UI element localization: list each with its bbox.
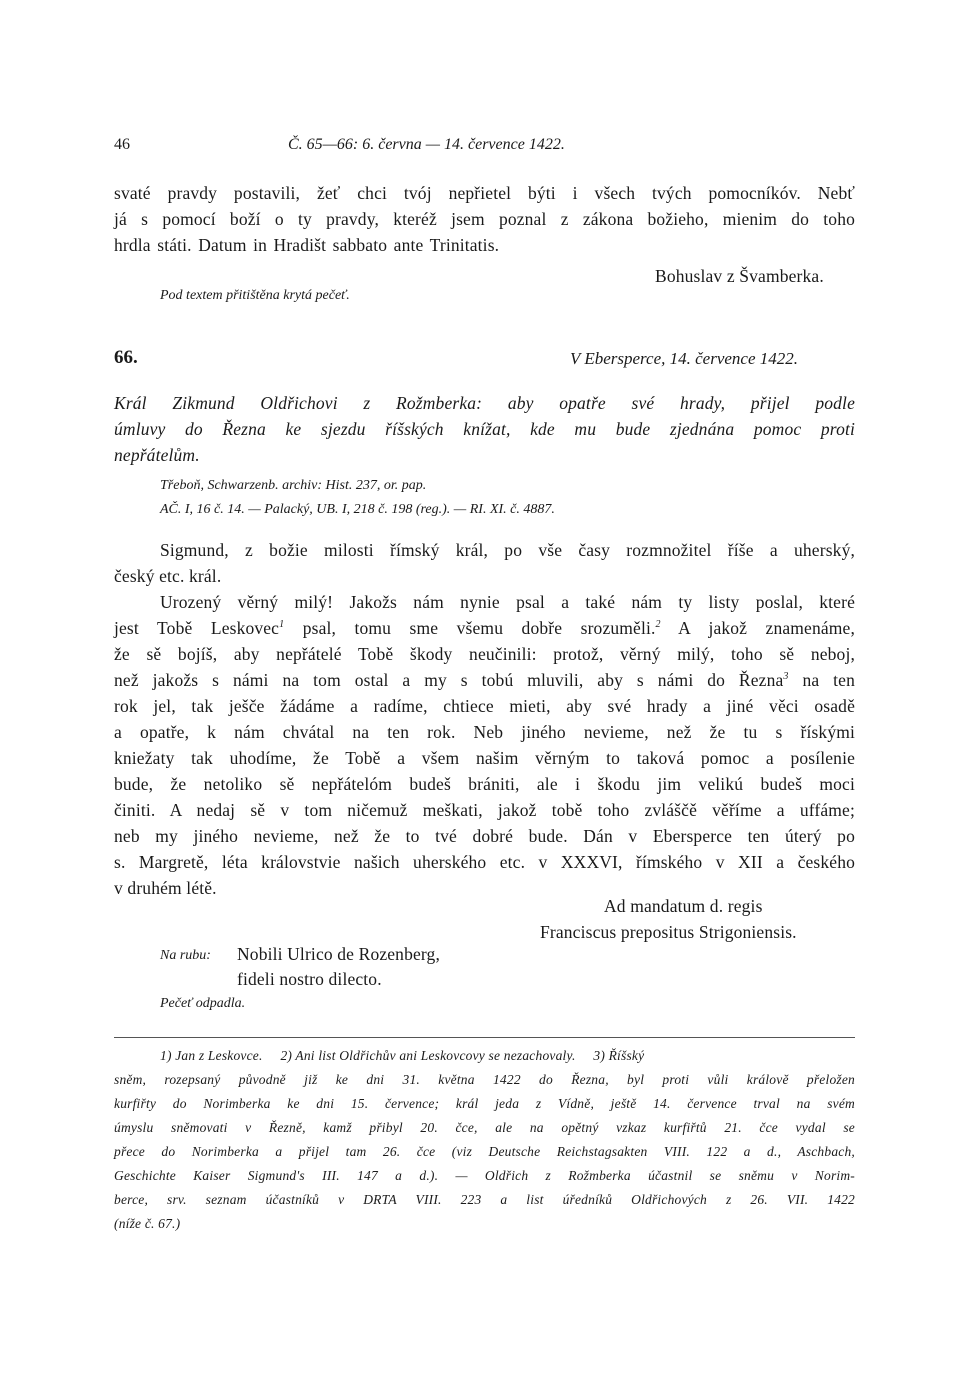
doc66-place-date: V Ebersperce, 14. července 1422. bbox=[570, 349, 798, 368]
footnote-line-7: berce, srv. seznam účastníků v DRTA VIII. 223 a list úředníků Oldřichových z 26. VII. 1422 bbox=[114, 1192, 855, 1207]
doc66-text-line-14: v druhém létě. bbox=[114, 878, 217, 898]
doc66-regest-line-1: Král Zikmund Oldřichovi z Rožmberka: aby opatře své hrady, přijel podle bbox=[114, 393, 855, 413]
doc66-number: 66. bbox=[114, 347, 138, 368]
doc66-regest-line-3: nepřátelům. bbox=[114, 445, 200, 465]
doc66-text-line-7: rok jel, tak ješče žádáme a radíme, chtiece mieti, aby své hrady a jiné věci osadě bbox=[114, 696, 855, 716]
doc65-signature: Bohuslav z Švamberka. bbox=[655, 266, 824, 286]
doc66-text-line-6b: na ten bbox=[788, 670, 855, 690]
footnote-line-8: (níže č. 67.) bbox=[114, 1216, 181, 1231]
footnote-ref-3: 3 bbox=[783, 671, 789, 683]
doc66-text-line-12: neb my jiného nevieme, než že to tvé dobré bude. Dán v Ebersperce ten úterý po bbox=[114, 826, 855, 846]
doc66-seal-note: Pečeť odpadla. bbox=[160, 996, 246, 1011]
running-title: Č. 65—66: 6. června — 14. července 1422. bbox=[288, 136, 565, 153]
footnote-line-5: přece do Norimberka a přijel tam 26. čce (viz Deutsche Reichstagsakten VIII. 122 a d., Aschbach, bbox=[114, 1144, 855, 1159]
doc66-regest-line-2: úmluvy do Řezna ke sjezdu říšských knížat, kde mu bude zjednána pomoc proti bbox=[114, 419, 855, 439]
footnote-line-2: sněm, rozepsaný původně již ke dni 31. května 1422 do Řezna, byl proti vůli královĕ přeložen bbox=[114, 1072, 855, 1087]
footnote-line-4: úmyslu sněmovati v Řezně, kamž přibyl 20. čce, ale na opětný vzkaz kurfiřtů 21. čce vydal se bbox=[114, 1120, 855, 1135]
doc66-text-line-10: bude, že netoliko sě nepřátelóm budeš brániti, ale i škodu jim velikú budeš moci bbox=[114, 774, 855, 794]
doc66-text-line-9: kniežaty tak uhodíme, že Tobě a všem našim věrným to taková pomoc a posílenie bbox=[114, 748, 855, 768]
doc66-text-line-5: že sě bojíš, aby nepřátelé Tobě škody neučinili: protož, věrný milý, toho sě neboj, bbox=[114, 644, 855, 664]
doc66-text-line-8: a opatře, k nám chvátal na ten rok. Neb jiného nevieme, než že tu s řískými bbox=[114, 722, 855, 742]
doc66-text-line-6 bbox=[114, 670, 855, 691]
doc66-closing-signatory: Franciscus prepositus Strigoniensis. bbox=[540, 922, 797, 942]
doc66-text-line-3: Urozený věrný milý! Jakožs nám nynie psal a také nám ty listy poslal, které bbox=[160, 592, 855, 612]
footnote-ref-1: 1 bbox=[279, 619, 285, 631]
doc65-line-2: já s pomocí boží o ty pravdy, kteréž jsem poznal z zákona božieho, mienim do toho bbox=[114, 209, 855, 229]
doc66-text-line-1: Sigmund, z božie milosti římský král, po vše časy rozmnožitel říše a uherský, bbox=[160, 540, 855, 560]
footnote-line-3: kurfiřty do Norimberka ke dni 15. července; král jeda z Vídně, ještě 14. července trval na svém bbox=[114, 1096, 855, 1111]
doc65-seal-note: Pod textem přitištěna krytá pečeť. bbox=[160, 288, 350, 303]
doc65-line-1: svaté pravdy postavili, žeť chci tvój nepřietel býti i všech tvých pomocníkóv. Nebť bbox=[114, 183, 855, 203]
doc66-verso-label: Na rubu: bbox=[160, 948, 211, 963]
doc66-text-line-11: činiti. A nedaj sě v tom ničemuž meškati, jakož tobě toho zvláščě věříme a uffáme; bbox=[114, 800, 855, 820]
doc66-closing-mandate: Ad mandatum d. regis bbox=[604, 896, 763, 916]
footnote-line-1: 1) Jan z Leskovce. 2) Ani list Oldřichův ani Leskovcovy se nezachovaly. 3) Říšský bbox=[160, 1048, 645, 1063]
doc66-source-archive: Třeboň, Schwarzenb. archiv: Hist. 237, or. pap. bbox=[160, 478, 427, 493]
footnote-line-6: Geschichte Kaiser Sigmund's III. 147 a d.). — Oldřich z Rožmberka účastnil se sněmu v Norim- bbox=[114, 1168, 855, 1183]
doc66-text-line-6a: než jakožs s námi na tom ostal a my s tobú mluvili, aby s námi do Řezna bbox=[114, 670, 784, 690]
doc66-verso-line-1: Nobili Ulrico de Rozenberg, bbox=[237, 944, 440, 964]
doc66-source-editions: AČ. I, 16 č. 14. — Palacký, UB. I, 218 č. 198 (reg.). — RI. XI. č. 4887. bbox=[160, 502, 555, 517]
doc66-text-line-2: český etc. král. bbox=[114, 566, 222, 586]
footnote-rule bbox=[114, 1037, 855, 1038]
doc66-text-line-4b: psal, tomu sme všemu dobře srozuměli. bbox=[284, 618, 656, 638]
doc66-text-line-4 bbox=[114, 618, 855, 639]
footnote-ref-2: 2 bbox=[655, 619, 661, 631]
doc66-verso-line-2: fideli nostro dilecto. bbox=[237, 969, 382, 989]
doc66-text-line-4c: A jakož znamenáme, bbox=[660, 618, 855, 638]
page-number: 46 bbox=[114, 136, 130, 153]
doc66-text-line-13: s. Margretě, léta královstvie našich uherského etc. v XXXVI, římského v XII a českého bbox=[114, 852, 855, 872]
doc66-text-line-4a: jest Tobě Leskovec bbox=[114, 618, 280, 638]
doc65-line-3: hrdla státi. Datum in Hradišt sabbato ante Trinitatis. bbox=[114, 235, 500, 255]
